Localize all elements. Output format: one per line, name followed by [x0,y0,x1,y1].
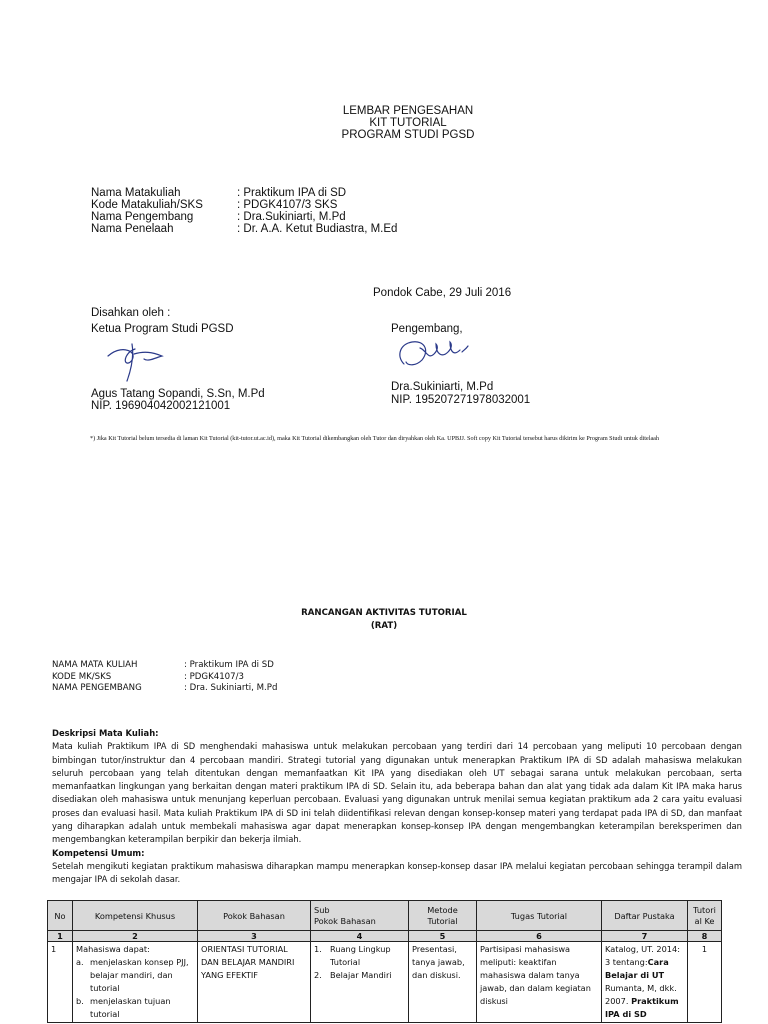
description-heading: Deskripsi Mata Kuliah: [52,728,159,738]
competency-heading: Kompetensi Umum: [52,847,145,858]
header-method: Metode Tutorial [409,901,477,931]
approval-subtitle-program: PROGRAM STUDI PGSD [341,129,475,141]
course-description [52,727,742,887]
col-num-7: 7 [602,931,688,942]
rat-identity-developer: NAMA PENGEMBANG : Dra. Sukiniarti, M.Pd [52,683,278,693]
left-signer-role: Ketua Program Studi PGSD [91,323,234,335]
header-session: Tutori al Ke [688,901,722,931]
row-session: 1 [688,942,722,1023]
competency-item-a: a. menjelaskan konsep PJJ, belajar mandiri, dan tutorial [76,957,189,993]
subtopic-item-2: 2. Belajar Mandiri [314,970,392,980]
identity-row-code: Kode Matakuliah/SKS : PDGK4107/3 SKS [91,199,338,211]
competency-text: Setelah mengikuti kegiatan praktikum mahasiswa diharapkan mampu menerapkan konsep-konsep dasar IPA melalui kegiatan percobaan sehingga terampil dalam mengajar IPA di sekolah dasar. [52,860,742,885]
approval-title: LEMBAR PENGESAHAN [342,105,474,117]
left-signature-graphic [100,334,180,384]
header-task: Tugas Tutorial [477,901,602,931]
competency-intro: Mahasiswa dapat: [76,944,150,954]
col-num-2: 2 [73,931,198,942]
rat-identity-course: NAMA MATA KULIAH : Praktikum IPA di SD [52,660,274,670]
row-references: Katalog, UT. 2014: 3 tentang:Cara Belajar di UT Rumanta, M, dkk. 2007. Praktikum IPA di SD [602,942,688,1023]
row-specific-competency [73,942,198,1023]
row-method: Presentasi, tanya jawab, dan diskusi. [409,942,477,1023]
col-num-3: 3 [198,931,311,942]
right-signer-nip: NIP. 195207271978032001 [391,394,531,406]
rat-header [0,607,768,633]
rat-table [47,900,722,1023]
row-subtopic [311,942,409,1023]
table-header-row [48,901,722,931]
header-subtopic: Sub Pokok Bahasan [311,901,409,931]
column-number-row [48,931,722,942]
approved-by-label: Disahkan oleh : [91,307,171,319]
col-num-1: 1 [48,931,73,942]
identity-row-developer: Nama Pengembang : Dra.Sukiniarti, M.Pd [91,211,346,223]
col-num-4: 4 [311,931,409,942]
identity-row-course: Nama Matakuliah : Praktikum IPA di SD [91,187,347,199]
identity-row-reviewer: Nama Penelaah : Dr. A.A. Ketut Budiastra, M.Ed [91,223,398,235]
rat-identity-code: KODE MK/SKS : PDGK4107/3 [52,671,244,682]
header-no: No [48,901,73,931]
left-signer-name: Agus Tatang Sopandi, S.Sn, M.Pd [91,388,265,400]
header-specific-competency: Kompetensi Khusus [73,901,198,931]
place-date: Pondok Cabe, 29 Juli 2016 [373,287,512,299]
competency-item-b: b. menjelaskan tujuan tutorial [76,996,171,1019]
rat-subtitle: (RAT) [370,621,398,631]
footnote: *) Jika Kit Tutorial belum tersedia di laman Kit Tutorial (kit-tutor.ut.ac.id), maka Kit Tutorial dikembangkan oleh Tutor dan diryahkan oleh Ka. UPBJJ. Soft copy Kit Tutorial tersebut harus dikirim ke Program Studi untuk ditelaah [90,435,660,442]
right-signer-name: Dra.Sukiniarti, M.Pd [391,381,494,393]
header-references: Daftar Pustaka [602,901,688,931]
left-signer-nip: NIP. 196904042002121001 [91,400,231,412]
col-num-8: 8 [688,931,722,942]
rat-title: RANCANGAN AKTIVITAS TUTORIAL [301,608,467,618]
right-signature-graphic [392,334,482,374]
row-topic: ORIENTASI TUTORIAL DAN BELAJAR MANDIRI YANG EFEKTIF [198,942,311,1023]
col-num-5: 5 [409,931,477,942]
right-signer-role: Pengembang, [391,323,463,335]
row-no: 1 [48,942,73,1023]
col-num-6: 6 [477,931,602,942]
approval-subtitle-kit: KIT TUTORIAL [369,117,447,129]
course-identity-block [91,187,397,235]
header-topic: Pokok Bahasan [198,901,311,931]
approval-header [0,105,768,141]
subtopic-item-1: 1. Ruang Lingkup Tutorial [314,944,391,967]
row-task: Partisipasi mahasiswa meliputi: keaktifan mahasiswa dalam tanya jawab, dan dalam kegiatan diskusi [477,942,602,1023]
table-row [48,942,722,1023]
rat-identity-block [52,660,277,695]
description-text: Mata kuliah Praktikum IPA di SD menghendaki mahasiswa untuk melakukan percobaan yang terdiri dari 14 percobaan yang meliputi 10 percobaan dengan bimbingan tutor/instruktur dan 4 percobaan mandiri. Strategi tutorial yang digunakan untuk menerapkan Praktikum IPA di SD adalah mahasiswa melakukan seluruh percobaan yang telah ditentukan dengan memanfaatkan Kit IPA yang disediakan oleh UT sebagai sarana untuk melakukan percobaan, serta memanfaatkan lingkungan yang berkaitan dengan materi praktikum IPA di SD. Selain itu, ada beberapa bahan dan alat yang tidak ada dalam Kit IPA maka harus disediakan oleh mahasiswa untuk menunjang keperluan percobaan. Evaluasi yang digunakan untruk menilai semua kegiatan praktikum ada 2 cara yaitu evaluasi proses dan evaluasi hasil. Mata kuliah Praktikum IPA di SD ini telah diidentifikasi relevan dengan konsep-konsep materi yang terdapat pada IPA di SD, dan manfaat yang diharapkan adalah untuk membekali mahasiswa agar dapat menerapkan konsep-konsep IPA dengan mengembangkan keterampilan bereksperimen dan mengembangkan keterampilan berpikir dan bekerja ilmiah. [52,741,742,845]
